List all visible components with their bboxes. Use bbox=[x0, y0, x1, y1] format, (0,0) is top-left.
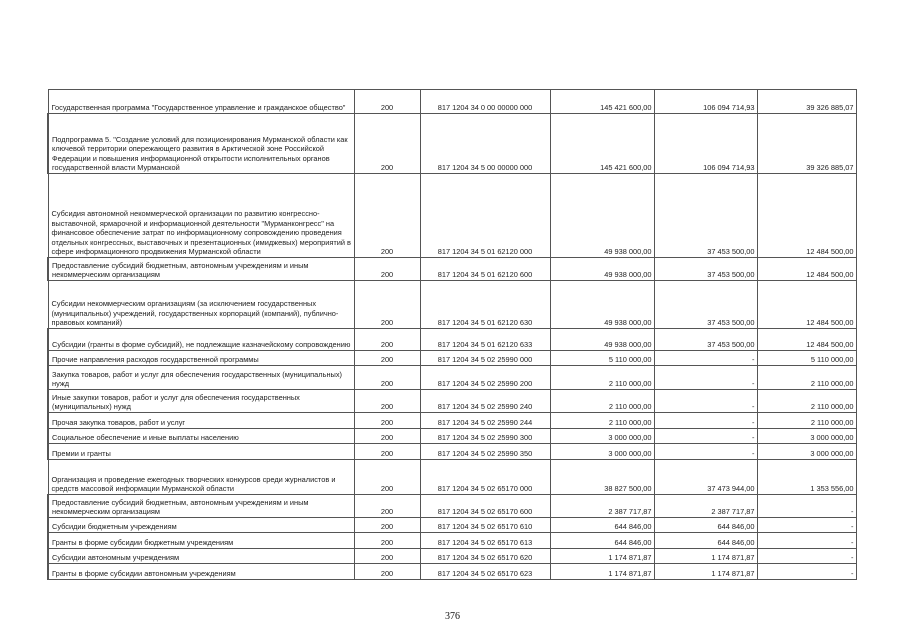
row-unexecuted-amount: 12 484 500,00 bbox=[757, 258, 856, 281]
row-line-code: 200 bbox=[354, 281, 420, 329]
row-unexecuted-amount: 2 110 000,00 bbox=[757, 390, 856, 413]
row-unexecuted-amount: 39 326 885,07 bbox=[757, 114, 856, 174]
budget-execution-table bbox=[47, 89, 857, 580]
row-unexecuted-amount: - bbox=[757, 495, 856, 518]
row-budget-classification-code: 817 1204 34 5 02 65170 620 bbox=[420, 549, 550, 564]
row-line-code: 200 bbox=[354, 174, 420, 258]
table-row bbox=[48, 413, 856, 429]
table-row bbox=[48, 329, 856, 351]
row-executed-amount: - bbox=[654, 390, 757, 413]
row-executed-amount: 2 387 717,87 bbox=[654, 495, 757, 518]
row-line-code: 200 bbox=[354, 549, 420, 564]
row-unexecuted-amount: - bbox=[757, 518, 856, 533]
row-line-code: 200 bbox=[354, 564, 420, 580]
table-body bbox=[48, 90, 856, 580]
row-approved-amount: 2 110 000,00 bbox=[550, 390, 654, 413]
row-budget-classification-code: 817 1204 34 5 01 62120 000 bbox=[420, 174, 550, 258]
table-row bbox=[48, 460, 856, 495]
table-row bbox=[48, 174, 856, 258]
row-name: Подпрограмма 5. "Создание условий для позиционирования Мурманской области как ключевой территории опережающего развития в Арктической зоне Российской Федерации и повышения информационной открытости исполнительных органов государственной власти Мурманской bbox=[48, 114, 354, 174]
row-budget-classification-code: 817 1204 34 5 02 65170 610 bbox=[420, 518, 550, 533]
row-approved-amount: 49 938 000,00 bbox=[550, 329, 654, 351]
row-approved-amount: 5 110 000,00 bbox=[550, 351, 654, 366]
row-approved-amount: 38 827 500,00 bbox=[550, 460, 654, 495]
row-budget-classification-code: 817 1204 34 5 01 62120 630 bbox=[420, 281, 550, 329]
row-executed-amount: 37 473 944,00 bbox=[654, 460, 757, 495]
row-name: Социальное обеспечение и иные выплаты населению bbox=[48, 429, 354, 444]
row-budget-classification-code: 817 1204 34 5 02 25990 350 bbox=[420, 444, 550, 460]
row-name: Субсидии (гранты в форме субсидий), не подлежащие казначейскому сопровождению bbox=[48, 329, 354, 351]
row-line-code: 200 bbox=[354, 429, 420, 444]
row-executed-amount: 644 846,00 bbox=[654, 533, 757, 549]
row-approved-amount: 49 938 000,00 bbox=[550, 174, 654, 258]
row-executed-amount: 1 174 871,87 bbox=[654, 549, 757, 564]
row-approved-amount: 644 846,00 bbox=[550, 518, 654, 533]
row-executed-amount: - bbox=[654, 351, 757, 366]
row-name: Организация и проведение ежегодных творческих конкурсов среди журналистов и средств массовой информации Мурманской области bbox=[48, 460, 354, 495]
row-name: Субсидии некоммерческим организациям (за исключением государственных (муниципальных) учреждений, государственных корпораций (компаний), публично-правовых компаний) bbox=[48, 281, 354, 329]
row-executed-amount: 37 453 500,00 bbox=[654, 329, 757, 351]
table-row bbox=[48, 533, 856, 549]
table-row bbox=[48, 564, 856, 580]
row-unexecuted-amount: - bbox=[757, 564, 856, 580]
row-budget-classification-code: 817 1204 34 5 02 65170 613 bbox=[420, 533, 550, 549]
row-line-code: 200 bbox=[354, 258, 420, 281]
table-row bbox=[48, 444, 856, 460]
row-name: Премии и гранты bbox=[48, 444, 354, 460]
table-row bbox=[48, 351, 856, 366]
row-budget-classification-code: 817 1204 34 5 02 25990 244 bbox=[420, 413, 550, 429]
row-executed-amount: 37 453 500,00 bbox=[654, 174, 757, 258]
row-line-code: 200 bbox=[354, 460, 420, 495]
row-executed-amount: 644 846,00 bbox=[654, 518, 757, 533]
table-row bbox=[48, 258, 856, 281]
row-name: Прочие направления расходов государственной программы bbox=[48, 351, 354, 366]
row-budget-classification-code: 817 1204 34 5 01 62120 633 bbox=[420, 329, 550, 351]
row-executed-amount: 37 453 500,00 bbox=[654, 281, 757, 329]
row-executed-amount: - bbox=[654, 429, 757, 444]
row-line-code: 200 bbox=[354, 518, 420, 533]
row-line-code: 200 bbox=[354, 329, 420, 351]
row-unexecuted-amount: 39 326 885,07 bbox=[757, 90, 856, 114]
row-unexecuted-amount: 2 110 000,00 bbox=[757, 366, 856, 390]
row-name: Иные закупки товаров, работ и услуг для обеспечения государственных (муниципальных) нужд bbox=[48, 390, 354, 413]
table-row bbox=[48, 429, 856, 444]
row-name: Гранты в форме субсидии бюджетным учреждениям bbox=[48, 533, 354, 549]
row-approved-amount: 1 174 871,87 bbox=[550, 564, 654, 580]
page-number: 376 bbox=[445, 611, 460, 622]
row-name: Субсидии автономным учреждениям bbox=[48, 549, 354, 564]
row-unexecuted-amount: 2 110 000,00 bbox=[757, 413, 856, 429]
row-budget-classification-code: 817 1204 34 5 02 25990 300 bbox=[420, 429, 550, 444]
row-approved-amount: 2 110 000,00 bbox=[550, 413, 654, 429]
row-budget-classification-code: 817 1204 34 5 01 62120 600 bbox=[420, 258, 550, 281]
table-row bbox=[48, 495, 856, 518]
row-budget-classification-code: 817 1204 34 5 02 65170 623 bbox=[420, 564, 550, 580]
row-unexecuted-amount: 5 110 000,00 bbox=[757, 351, 856, 366]
row-line-code: 200 bbox=[354, 533, 420, 549]
row-name: Государственная программа "Государственное управление и гражданское общество" bbox=[48, 90, 354, 114]
row-line-code: 200 bbox=[354, 444, 420, 460]
row-budget-classification-code: 817 1204 34 5 02 65170 000 bbox=[420, 460, 550, 495]
row-approved-amount: 3 000 000,00 bbox=[550, 429, 654, 444]
table-row bbox=[48, 281, 856, 329]
row-unexecuted-amount: 12 484 500,00 bbox=[757, 329, 856, 351]
row-name: Прочая закупка товаров, работ и услуг bbox=[48, 413, 354, 429]
row-unexecuted-amount: 3 000 000,00 bbox=[757, 429, 856, 444]
row-approved-amount: 49 938 000,00 bbox=[550, 281, 654, 329]
row-budget-classification-code: 817 1204 34 0 00 00000 000 bbox=[420, 90, 550, 114]
row-approved-amount: 145 421 600,00 bbox=[550, 114, 654, 174]
row-executed-amount: 1 174 871,87 bbox=[654, 564, 757, 580]
table-row bbox=[48, 366, 856, 390]
table-row bbox=[48, 90, 856, 114]
row-executed-amount: 106 094 714,93 bbox=[654, 114, 757, 174]
row-line-code: 200 bbox=[354, 366, 420, 390]
row-unexecuted-amount: 12 484 500,00 bbox=[757, 281, 856, 329]
row-budget-classification-code: 817 1204 34 5 02 25990 000 bbox=[420, 351, 550, 366]
row-unexecuted-amount: - bbox=[757, 549, 856, 564]
row-line-code: 200 bbox=[354, 90, 420, 114]
row-unexecuted-amount: - bbox=[757, 533, 856, 549]
table-row bbox=[48, 549, 856, 564]
row-line-code: 200 bbox=[354, 114, 420, 174]
row-approved-amount: 145 421 600,00 bbox=[550, 90, 654, 114]
row-name: Предоставление субсидий бюджетным, автономным учреждениям и иным некоммерческим организациям bbox=[48, 495, 354, 518]
row-executed-amount: 106 094 714,93 bbox=[654, 90, 757, 114]
row-approved-amount: 2 387 717,87 bbox=[550, 495, 654, 518]
row-executed-amount: - bbox=[654, 366, 757, 390]
row-approved-amount: 644 846,00 bbox=[550, 533, 654, 549]
table-row bbox=[48, 114, 856, 174]
row-budget-classification-code: 817 1204 34 5 02 25990 240 bbox=[420, 390, 550, 413]
row-name: Субсидии бюджетным учреждениям bbox=[48, 518, 354, 533]
row-line-code: 200 bbox=[354, 495, 420, 518]
row-line-code: 200 bbox=[354, 413, 420, 429]
row-approved-amount: 3 000 000,00 bbox=[550, 444, 654, 460]
row-executed-amount: - bbox=[654, 444, 757, 460]
row-name: Субсидия автономной некоммерческой организации по развитию конгрессно-выставочной, ярмарочной и информационной деятельности "Мурманконгресс" на финансовое обеспечение затрат по информационному сопровождению проведения отдельных конгрессных, выставочных и презентационных (имиджевых) мероприятий в сфере информационного продвижения Мурманской области bbox=[48, 174, 354, 258]
table-row bbox=[48, 518, 856, 533]
row-budget-classification-code: 817 1204 34 5 02 65170 600 bbox=[420, 495, 550, 518]
row-name: Гранты в форме субсидии автономным учреждениям bbox=[48, 564, 354, 580]
row-budget-classification-code: 817 1204 34 5 00 00000 000 bbox=[420, 114, 550, 174]
row-unexecuted-amount: 3 000 000,00 bbox=[757, 444, 856, 460]
row-name: Закупка товаров, работ и услуг для обеспечения государственных (муниципальных) нужд bbox=[48, 366, 354, 390]
row-line-code: 200 bbox=[354, 390, 420, 413]
row-unexecuted-amount: 12 484 500,00 bbox=[757, 174, 856, 258]
row-approved-amount: 49 938 000,00 bbox=[550, 258, 654, 281]
row-executed-amount: 37 453 500,00 bbox=[654, 258, 757, 281]
row-approved-amount: 2 110 000,00 bbox=[550, 366, 654, 390]
row-executed-amount: - bbox=[654, 413, 757, 429]
row-name: Предоставление субсидий бюджетным, автономным учреждениям и иным некоммерческим организациям bbox=[48, 258, 354, 281]
row-budget-classification-code: 817 1204 34 5 02 25990 200 bbox=[420, 366, 550, 390]
row-unexecuted-amount: 1 353 556,00 bbox=[757, 460, 856, 495]
row-approved-amount: 1 174 871,87 bbox=[550, 549, 654, 564]
row-line-code: 200 bbox=[354, 351, 420, 366]
table-row bbox=[48, 390, 856, 413]
